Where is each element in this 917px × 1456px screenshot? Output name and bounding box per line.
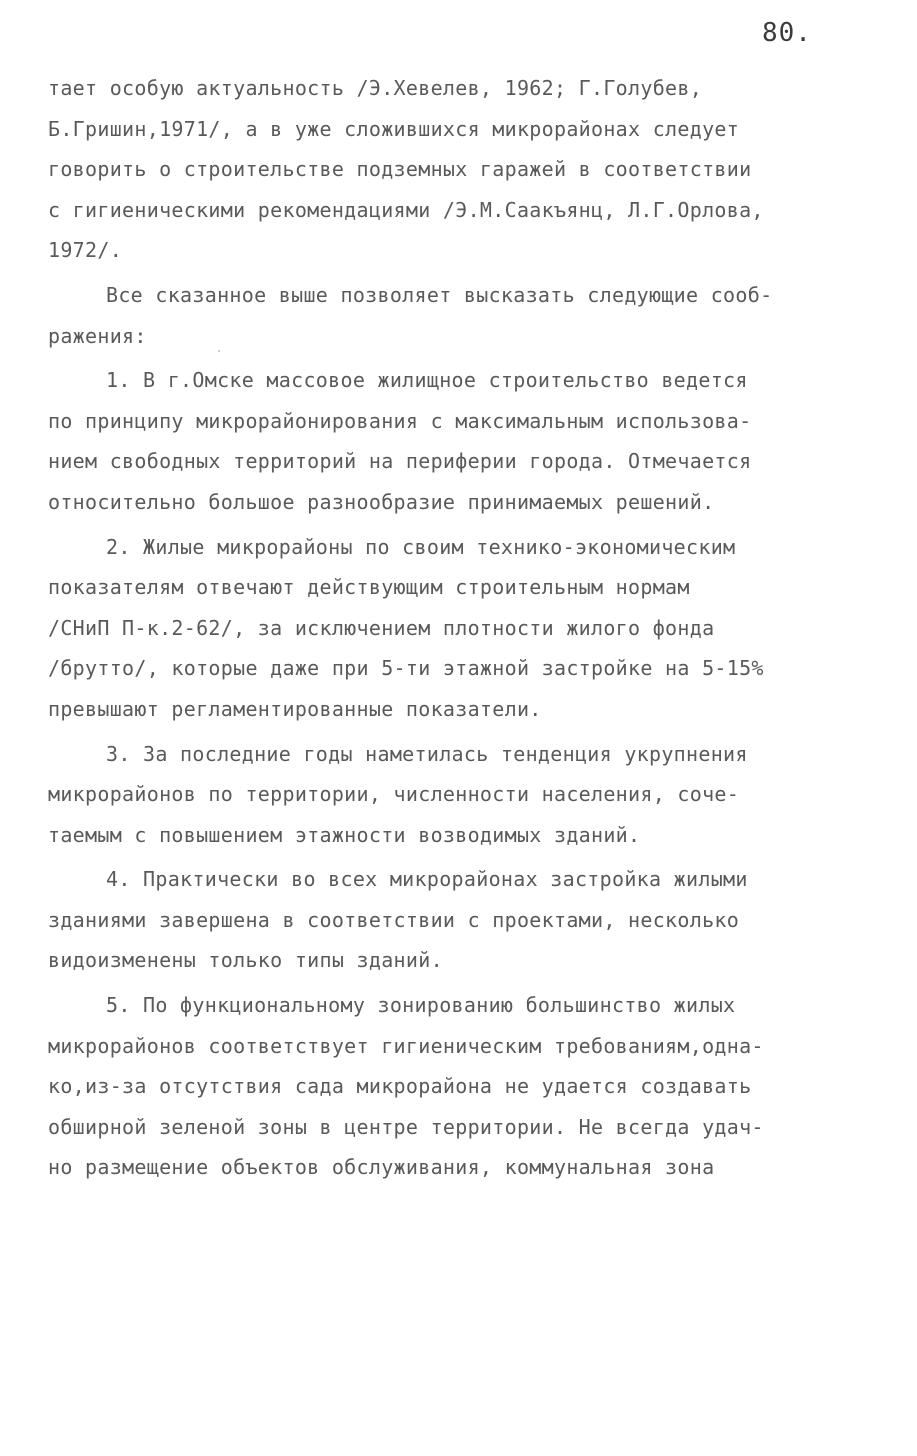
text-line: говорить о строительстве подземных гаражей в соответствии xyxy=(48,157,752,182)
text-line: с гигиеническими рекомендациями /Э.М.Саакъянц, Л.Г.Орлова, xyxy=(48,197,764,222)
paragraph-start-line: Все сказанное выше позволяет высказать следующие сооб- xyxy=(106,282,773,307)
list-item-5-start: 5. По функциональному зонированию большинство жилых xyxy=(106,993,736,1018)
text-line: зданиями завершена в соответствии с проектами, несколько xyxy=(48,907,740,932)
list-item-3-start: 3. За последние годы наметилась тенденция укрупнения xyxy=(106,741,748,766)
text-line: обширной зеленой зоны в центре территории. Не всегда удач- xyxy=(48,1114,764,1139)
ink-speck xyxy=(218,350,220,352)
page-number: 80. xyxy=(762,18,812,48)
text-line: превышают регламентированные показатели. xyxy=(48,696,542,721)
text-line: микрорайонов по территории, численности населения, соче- xyxy=(48,782,740,807)
text-line: тает особую актуальность /Э.Хевелев, 1962; Г.Голубев, xyxy=(48,76,703,100)
list-item-4-start: 4. Практически во всех микрорайонах застройка жилыми xyxy=(106,867,748,892)
text-line: показателям отвечают действующим строительным нормам xyxy=(48,575,690,600)
list-item-1-start: 1. В г.Омске массовое жилищное строительство ведется xyxy=(106,368,748,393)
text-line: ко,из-за отсутствия сада микрорайона не удается создавать xyxy=(48,1074,752,1099)
text-line: таемым с повышением этажности возводимых зданий. xyxy=(48,822,641,847)
text-line: микрорайонов соответствует гигиеническим требованиям,одна- xyxy=(48,1033,764,1058)
text-line: но размещение объектов обслуживания, коммунальная зона xyxy=(48,1155,715,1180)
text-line: нием свободных территорий на периферии города. Отмечается xyxy=(48,449,752,474)
text-line: по принципу микрорайонирования с максимальным использова- xyxy=(48,408,752,433)
text-line: относительно большое разнообразие принимаемых решений. xyxy=(48,489,715,514)
text-line: Б.Гришин,1971/, а в уже сложившихся микрорайонах следует xyxy=(48,116,740,141)
text-line: /СНиП П-к.2-62/, за исключением плотности жилого фонда xyxy=(48,615,715,640)
text-line: /брутто/, которые даже при 5-ти этажной застройке на 5-15% xyxy=(48,656,764,681)
text-line: ражения: xyxy=(48,323,147,348)
text-line: 1972/. xyxy=(48,238,123,263)
list-item-2-start: 2. Жилые микрорайоны по своим технико-экономическим xyxy=(106,534,736,559)
text-line: видоизменены только типы зданий. xyxy=(48,948,443,973)
text-body xyxy=(48,68,898,1188)
